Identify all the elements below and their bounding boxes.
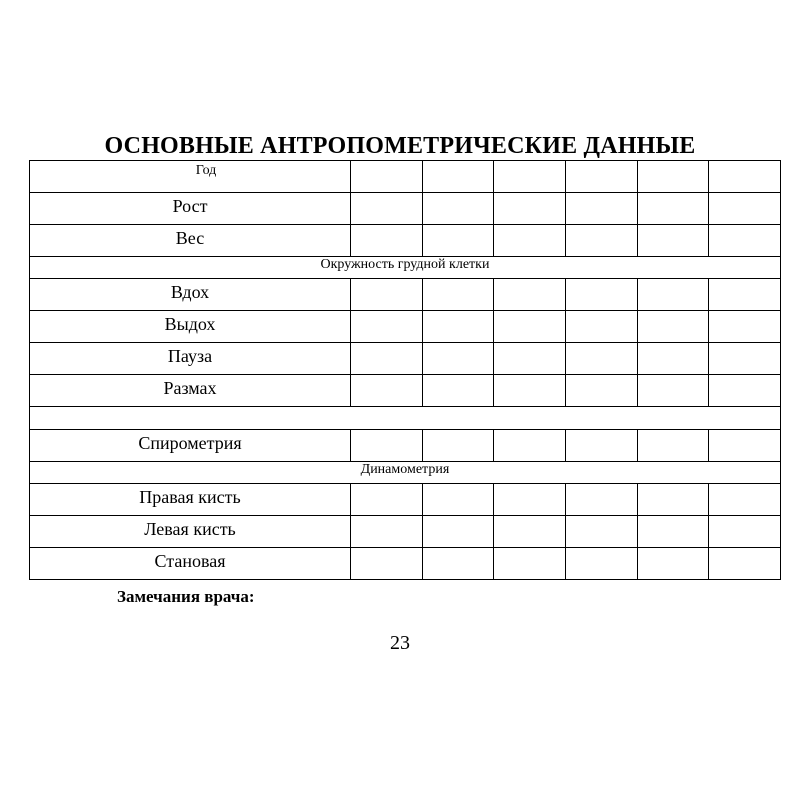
page-title: ОСНОВНЫЕ АНТРОПОМЕТРИЧЕСКИЕ ДАННЫЕ (104, 133, 696, 159)
range-cell-4[interactable] (565, 375, 637, 407)
back-strength-label: Становая (154, 550, 226, 571)
year-cell-4[interactable] (565, 161, 637, 193)
left-hand-cell-4[interactable] (565, 516, 637, 548)
weight-cell-4[interactable] (565, 225, 637, 257)
spirometry-cell-2[interactable] (422, 430, 494, 462)
inhale-label-cell (30, 279, 351, 311)
range-cell-6[interactable] (709, 375, 781, 407)
year-cell-5[interactable] (637, 161, 709, 193)
back-strength-cell-4[interactable] (565, 548, 637, 580)
range-label-cell (30, 375, 351, 407)
spirometry-label: Спирометрия (138, 432, 242, 453)
left-hand-cell-3[interactable] (494, 516, 566, 548)
pause-cell-6[interactable] (709, 343, 781, 375)
year-row (30, 161, 781, 193)
year-cell-6[interactable] (709, 161, 781, 193)
blank-row-cell (30, 407, 781, 430)
right-hand-cell-6[interactable] (709, 484, 781, 516)
range-cell-2[interactable] (422, 375, 494, 407)
height-cell-1[interactable] (351, 193, 423, 225)
left-hand-cell-6[interactable] (709, 516, 781, 548)
left-hand-label-cell (30, 516, 351, 548)
back-strength-label-cell (30, 548, 351, 580)
weight-cell-6[interactable] (709, 225, 781, 257)
height-label-cell (30, 193, 351, 225)
pause-cell-4[interactable] (565, 343, 637, 375)
back-strength-cell-2[interactable] (422, 548, 494, 580)
year-cell-3[interactable] (494, 161, 566, 193)
exhale-cell-6[interactable] (709, 311, 781, 343)
left-hand-row (30, 516, 781, 548)
year-label: Год (195, 162, 217, 178)
blank-row (30, 407, 781, 430)
right-hand-cell-4[interactable] (565, 484, 637, 516)
back-strength-cell-5[interactable] (637, 548, 709, 580)
inhale-cell-6[interactable] (709, 279, 781, 311)
pause-cell-5[interactable] (637, 343, 709, 375)
dynamometry-section-header (30, 462, 781, 484)
range-row (30, 375, 781, 407)
pause-cell-3[interactable] (494, 343, 566, 375)
spirometry-cell-1[interactable] (351, 430, 423, 462)
pause-label: Пауза (167, 345, 213, 366)
left-hand-cell-2[interactable] (422, 516, 494, 548)
inhale-cell-2[interactable] (422, 279, 494, 311)
year-label-cell (30, 161, 351, 193)
chest-section-label: Окружность грудной клетки (320, 256, 490, 272)
weight-label-cell (30, 225, 351, 257)
right-hand-label-cell (30, 484, 351, 516)
page-number: 23 (390, 632, 410, 654)
inhale-row (30, 279, 781, 311)
right-hand-row (30, 484, 781, 516)
back-strength-cell-1[interactable] (351, 548, 423, 580)
right-hand-cell-5[interactable] (637, 484, 709, 516)
weight-cell-1[interactable] (351, 225, 423, 257)
height-cell-4[interactable] (565, 193, 637, 225)
spirometry-row (30, 430, 781, 462)
exhale-cell-2[interactable] (422, 311, 494, 343)
weight-cell-3[interactable] (494, 225, 566, 257)
range-cell-5[interactable] (637, 375, 709, 407)
weight-cell-2[interactable] (422, 225, 494, 257)
height-label: Рост (172, 195, 208, 216)
doctor-remarks-label: Замечания врача: (117, 587, 255, 606)
weight-cell-5[interactable] (637, 225, 709, 257)
exhale-cell-5[interactable] (637, 311, 709, 343)
dynamometry-section-row (30, 462, 781, 484)
back-strength-cell-3[interactable] (494, 548, 566, 580)
left-hand-label: Левая кисть (144, 518, 236, 539)
spirometry-cell-4[interactable] (565, 430, 637, 462)
range-cell-1[interactable] (351, 375, 423, 407)
back-strength-cell-6[interactable] (709, 548, 781, 580)
exhale-cell-1[interactable] (351, 311, 423, 343)
left-hand-cell-1[interactable] (351, 516, 423, 548)
height-cell-2[interactable] (422, 193, 494, 225)
year-cell-2[interactable] (422, 161, 494, 193)
height-cell-6[interactable] (709, 193, 781, 225)
year-cell-1[interactable] (351, 161, 423, 193)
right-hand-cell-3[interactable] (494, 484, 566, 516)
inhale-cell-5[interactable] (637, 279, 709, 311)
right-hand-label: Правая кисть (139, 486, 241, 507)
left-hand-cell-5[interactable] (637, 516, 709, 548)
inhale-cell-1[interactable] (351, 279, 423, 311)
inhale-label: Вдох (170, 281, 210, 302)
pause-label-cell (30, 343, 351, 375)
spirometry-cell-6[interactable] (709, 430, 781, 462)
height-row (30, 193, 781, 225)
inhale-cell-4[interactable] (565, 279, 637, 311)
height-cell-5[interactable] (637, 193, 709, 225)
spirometry-cell-5[interactable] (637, 430, 709, 462)
weight-label: Вес (175, 227, 205, 248)
exhale-cell-4[interactable] (565, 311, 637, 343)
exhale-label: Выдох (164, 313, 216, 334)
spirometry-label-cell (30, 430, 351, 462)
right-hand-cell-2[interactable] (422, 484, 494, 516)
right-hand-cell-1[interactable] (351, 484, 423, 516)
anthropometric-table (29, 160, 781, 580)
range-cell-3[interactable] (494, 375, 566, 407)
height-cell-3[interactable] (494, 193, 566, 225)
spirometry-cell-3[interactable] (494, 430, 566, 462)
inhale-cell-3[interactable] (494, 279, 566, 311)
weight-row (30, 225, 781, 257)
chest-section-header (30, 257, 781, 279)
pause-cell-1[interactable] (351, 343, 423, 375)
pause-row (30, 343, 781, 375)
exhale-row (30, 311, 781, 343)
dynamometry-section-label: Динамометрия (360, 461, 450, 477)
range-label: Размах (163, 377, 217, 398)
exhale-cell-3[interactable] (494, 311, 566, 343)
back-strength-row (30, 548, 781, 580)
chest-section-row (30, 257, 781, 279)
pause-cell-2[interactable] (422, 343, 494, 375)
exhale-label-cell (30, 311, 351, 343)
